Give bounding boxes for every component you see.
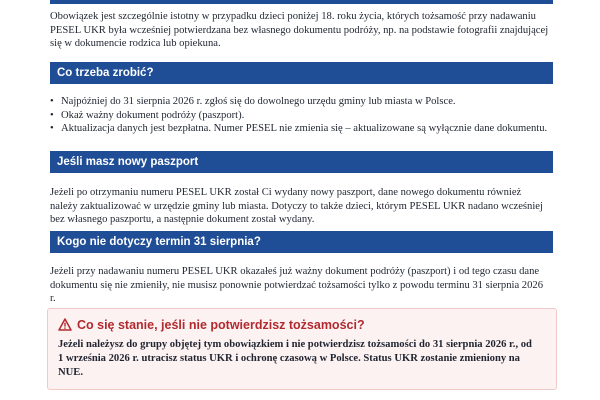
top-accent-bar (50, 0, 553, 4)
warning-triangle-icon (58, 318, 72, 331)
list-item (50, 122, 550, 136)
warning-box (47, 308, 557, 390)
intro-paragraph: Obowiązek jest szczególnie istotny w przypadku dzieci poniżej 18. roku życia, których tożsamość przy nadawaniu PESEL UKR była wcześniej potwierdzana bez własnego dokumentu podróży, np. na podstawie fotografii znajdującej się w dokumencie rodzica lub opiekuna. (50, 11, 549, 50)
section-header-who-not-affected: Kogo nie dotyczy termin 31 sierpnia? (50, 231, 553, 253)
list-item (50, 95, 550, 109)
new-passport-paragraph: Jeżeli po otrzymaniu numeru PESEL UKR został Ci wydany nowy paszport, dane nowego dokumentu również należy zaktualizować w urzędzie gminy lub miasta. Dotyczy to także dzieci, którym PESEL UKR nadano wcześniej bez własnego paszportu, a następnie dokument został wydany. (50, 187, 543, 226)
warning-title-row (58, 317, 365, 333)
warning-title: Co się stanie, jeśli nie potwierdzisz tożsamości? (77, 318, 365, 332)
section-header-new-passport: Jeśli masz nowy paszport (50, 151, 553, 173)
bullet-icon: • (50, 109, 54, 121)
not-affected-paragraph: Jeżeli przy nadawaniu numeru PESEL UKR okazałeś już ważny dokument podróży (paszport) i od tego czasu dane dokumentu się nie zmieniły, nie musisz ponownie potwierdzać tożsamości tylko z powodu terminu 31 sierpnia 2026 r. (50, 266, 543, 305)
list-item (50, 109, 550, 123)
bullet-icon: • (50, 96, 54, 107)
what-to-do-list (50, 95, 550, 136)
bullet-icon: • (50, 123, 54, 135)
section-header-what-to-do: Co trzeba zrobić? (50, 62, 553, 84)
list-item-text: Aktualizacja danych jest bezpłatna. Numer PESEL nie zmienia się – aktualizowane są wyłącznie dane dokumentu. (61, 123, 548, 135)
warning-text: Jeżeli należysz do grupy objętej tym obowiązkiem i nie potwierdzisz tożsamości do 31 sierpnia 2026 r., od 1 września 2026 r. utracisz status UKR i ochronę czasową w Polsce. Status UKR zostanie zmieniony na NUE. (58, 339, 532, 378)
list-item-text: Najpóźniej do 31 sierpnia 2026 r. zgłoś się do dowolnego urzędu gminy lub miasta w Polsce. (61, 96, 456, 107)
list-item-text: Okaż ważny dokument podróży (paszport). (61, 109, 245, 121)
